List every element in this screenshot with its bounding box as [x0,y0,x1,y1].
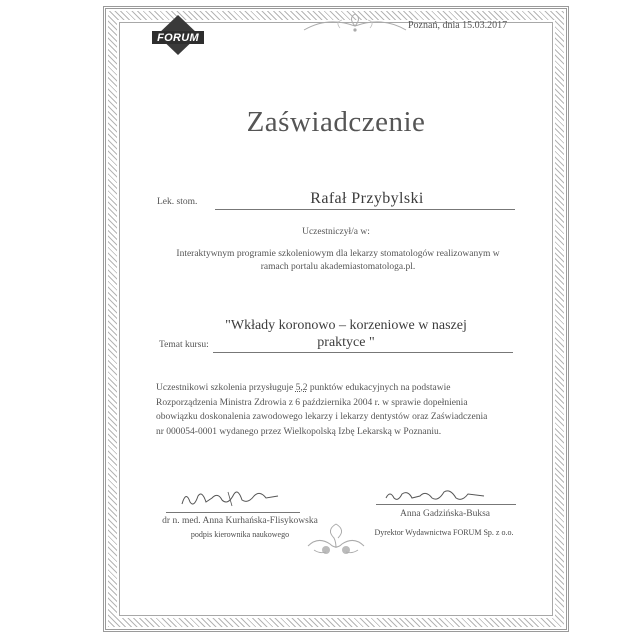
ornament-bottom-icon [296,520,376,556]
course-label: Temat kursu: [159,340,209,350]
signatory-left-role: podpis kierownika naukowego [190,530,290,539]
body-line: Rozporządzenia Ministra Zdrowia z 6 października 2004 r. w sprawie dopełnienia [156,397,468,408]
logo-text: FORUM [157,32,199,44]
body-text-segment: Uczestnikowi szkolenia przysługuje [156,383,296,393]
program-line: ramach portalu akademiastomatologa.pl. [260,262,416,272]
signature-left [178,484,288,519]
certificate-title: Zaświadczenie [246,106,426,138]
certificate-body [156,381,526,439]
signature-line-right [376,504,516,505]
recipient-prefix: Lek. stom. [157,197,198,207]
forum-logo [152,14,204,62]
recipient-name: Rafał Przybylski [310,190,424,207]
program-description [160,248,516,274]
course-title-underline [213,352,513,353]
ornament-top-icon [300,12,410,36]
recipient-name-underline [215,209,515,210]
education-points: 5,2 [295,383,308,393]
body-line: nr 000054-0001 wydanego przez Wielkopolską Izbę Lekarską w Poznaniu. [156,426,442,437]
body-text-segment: punktów edukacyjnych na podstawie [307,383,451,393]
participant-label: Uczestniczył/a w: [302,227,370,237]
body-line [156,381,526,396]
course-title-line: "Wkłady koronowo – korzeniowe w naszej [225,318,467,333]
body-line: obowiązku doskonalenia zawodowego lekarzy i lekarzy dentystów oraz Zaświadczenia [156,412,488,422]
signatory-left-name: dr n. med. Anna Kurhańska-Flisykowska [162,516,318,526]
signatory-right-role: Dyrektor Wydawnictwa FORUM Sp. z o.o. [374,528,514,537]
signature-line-left [166,512,300,513]
course-title-line: praktyce " [317,335,375,350]
program-line: Interaktywnym programie szkoleniowym dla lekarzy stomatologów realizowanym w [176,249,500,259]
signatory-right-name: Anna Gadzińska-Buksa [400,509,490,519]
issue-date: Poznań, dnia 15.03.2017 [408,20,508,31]
course-title [215,317,477,351]
